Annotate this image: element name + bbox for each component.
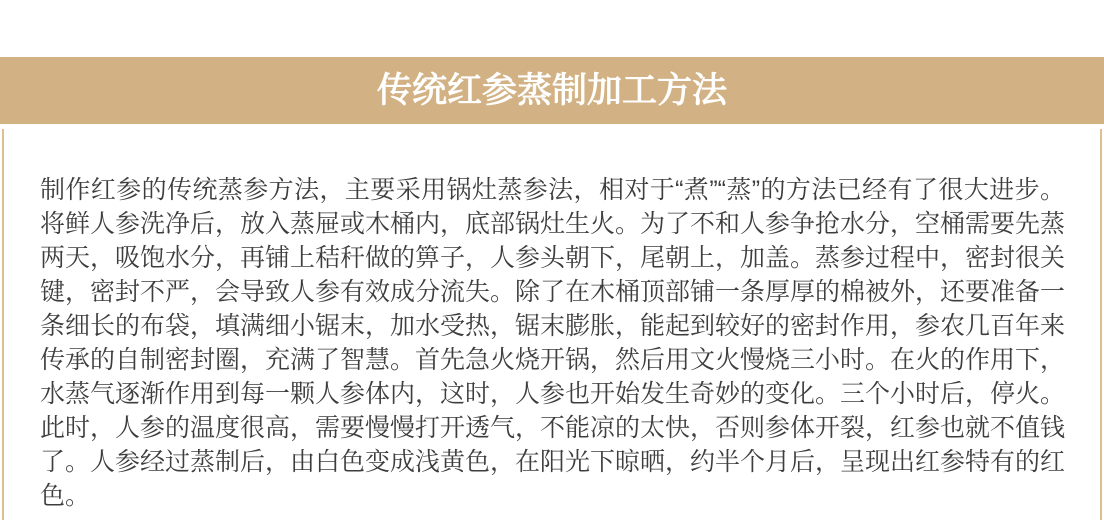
content-box xyxy=(2,129,1102,520)
title-banner xyxy=(0,57,1104,124)
article-paragraph: 制作红参的传统蒸参方法，主要采用锅灶蒸参法，相对于“煮”“蒸”的方法已经有了很大进步。将鲜人参洗净后，放入蒸屉或木桶内，底部锅灶生火。为了不和人参争抢水分，空桶需要先蒸两天，吸饱水分，再铺上秸秆做的箅子，人参头朝下，尾朝上，加盖。蒸参过程中，密封很关键，密封不严，会导致人参有效成分流失。除了在木桶顶部铺一条厚厚的棉被外，还要准备一条细长的布袋，填满细小锯末，加水受热，锯末膨胀，能起到较好的密封作用，参农几百年来传承的自制密封圈，充满了智慧。首先急火烧开锅，然后用文火慢烧三小时。在火的作用下，水蒸气逐渐作用到每一颗人参体内，这时，人参也开始发生奇妙的变化。三个小时后，停火。此时，人参的温度很高，需要慢慢打开透气，不能凉的太快，否则参体开裂，红参也就不值钱了。人参经过蒸制后，由白色变成浅黄色，在阳光下晾晒，约半个月后，呈现出红参特有的红色。 xyxy=(40,176,1066,510)
page-title: 传统红参蒸制加工方法 xyxy=(376,71,727,110)
